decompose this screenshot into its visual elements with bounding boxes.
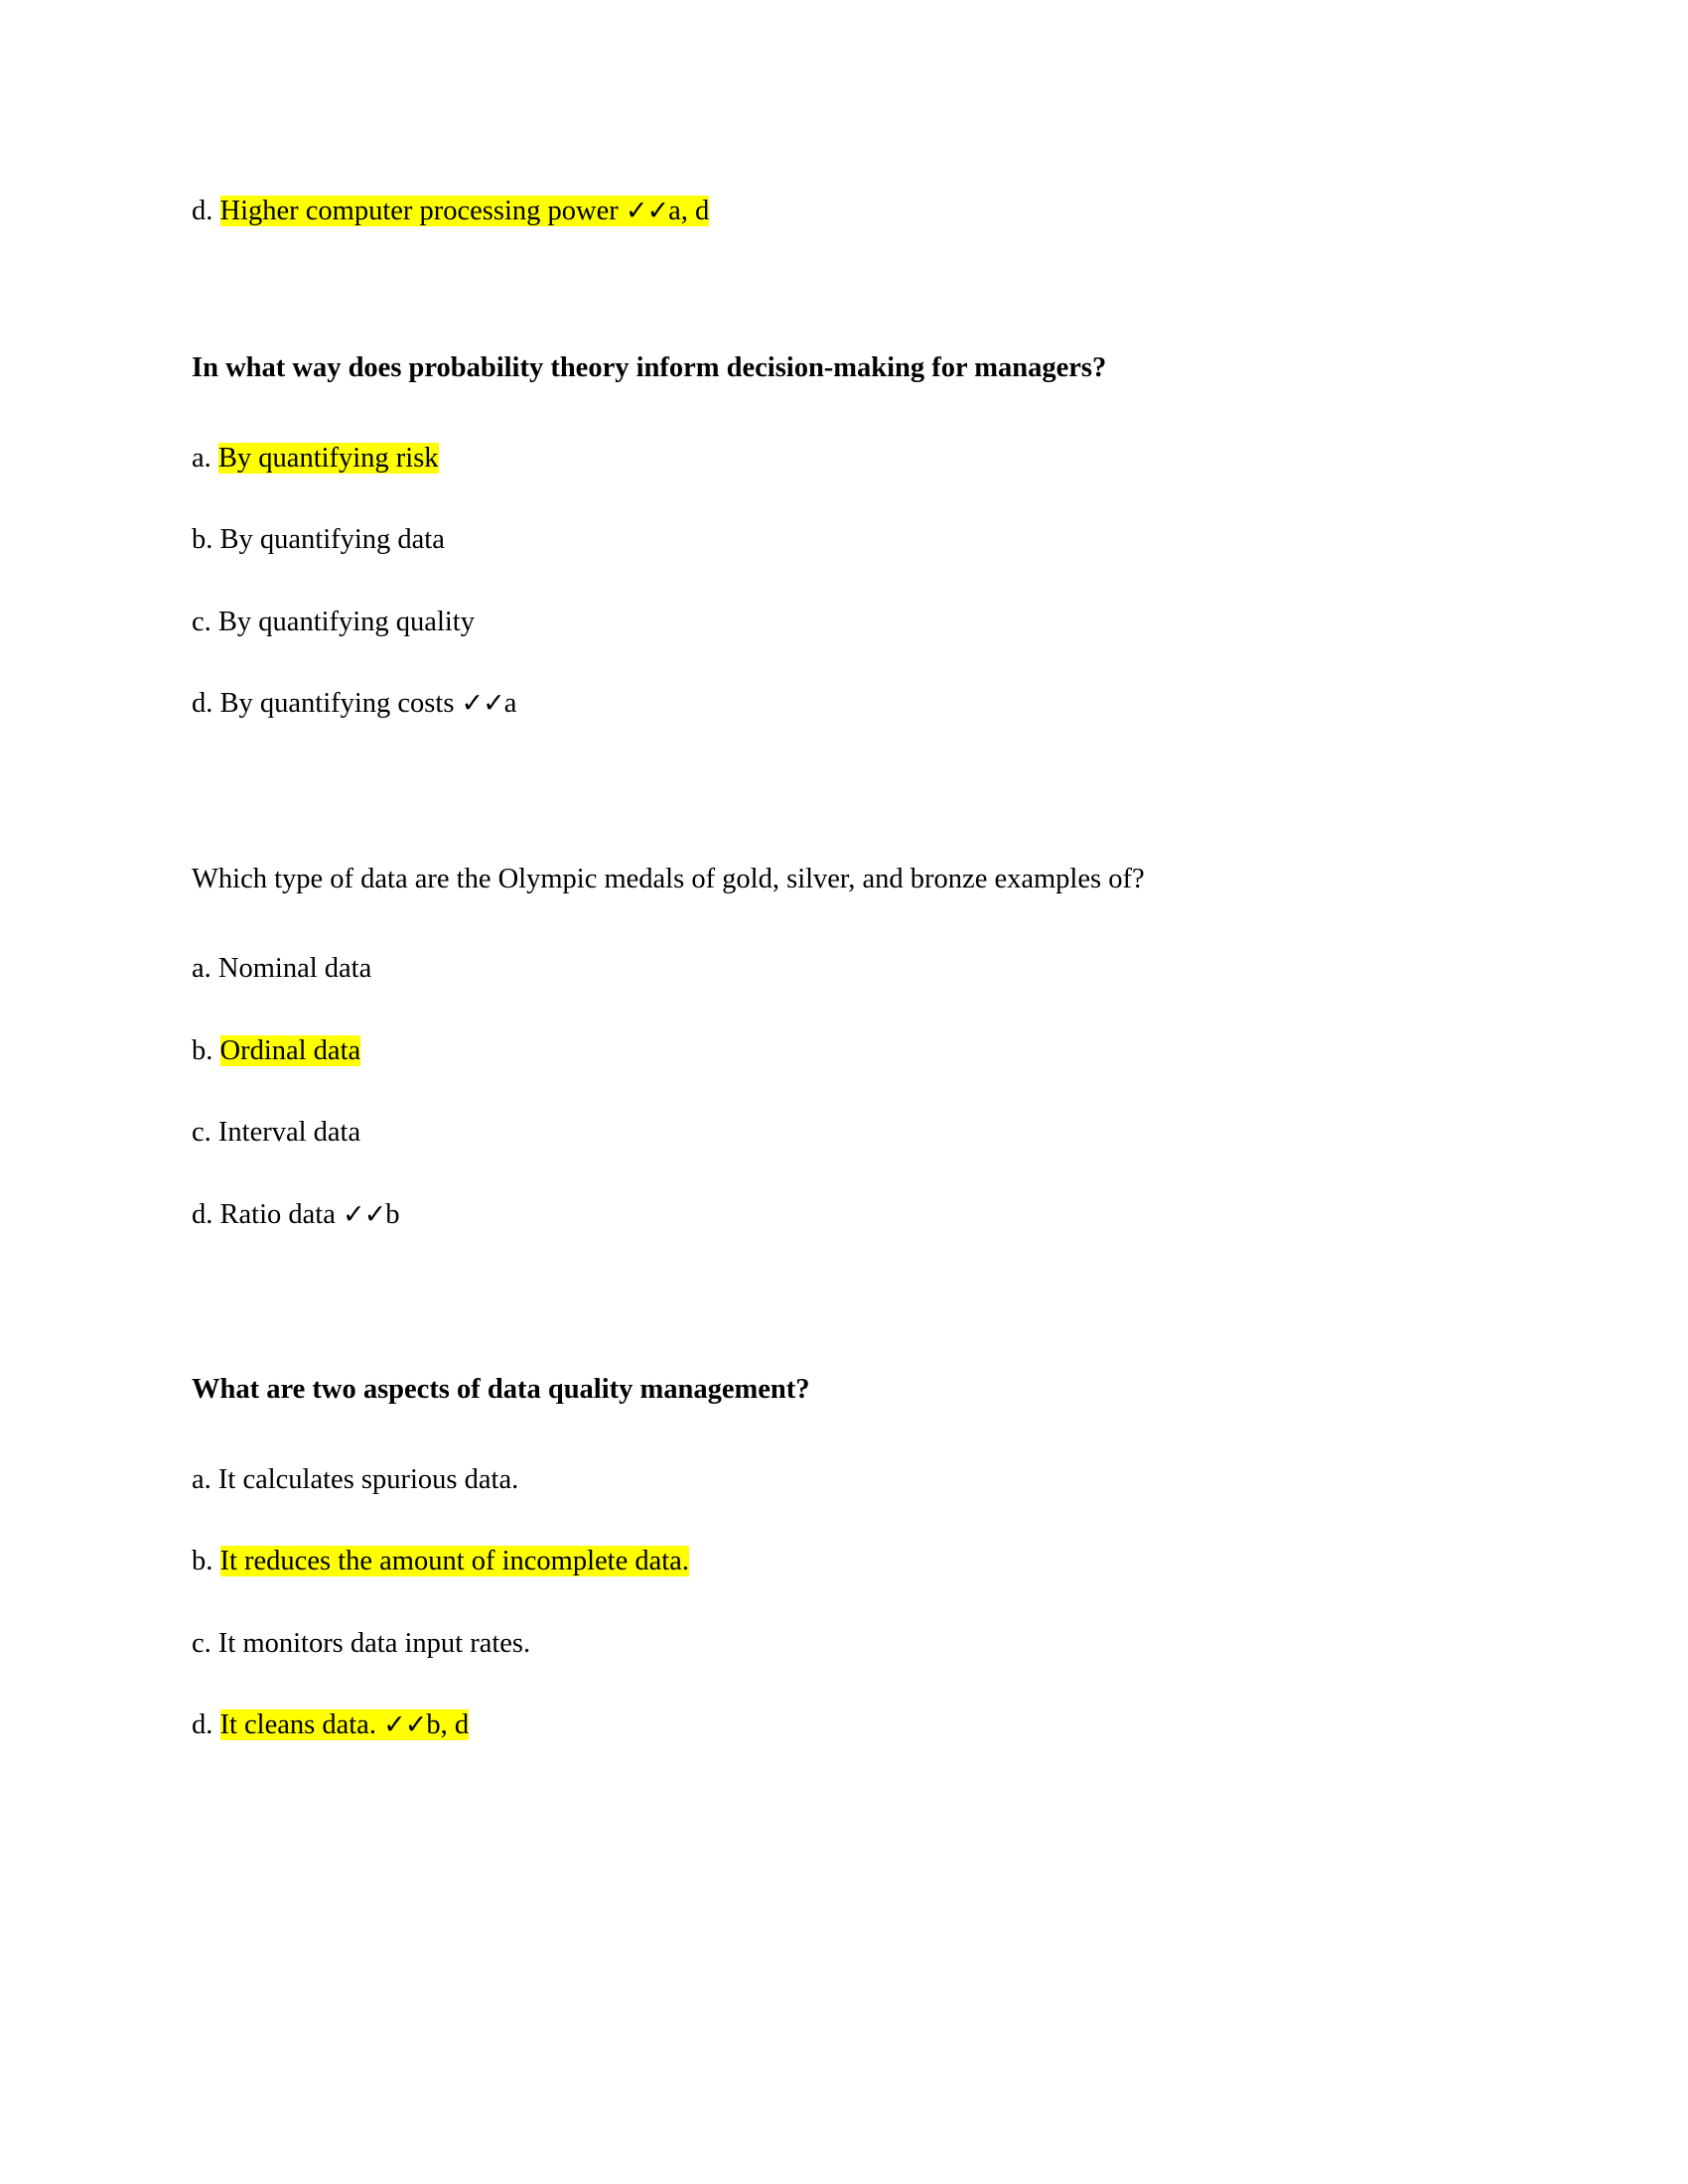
document-body [192, 194, 1363, 1744]
option-text: By quantifying data [219, 524, 445, 556]
question-text: In what way does probability theory inform decision-making for managers? [192, 352, 1107, 384]
option-prefix: b. [192, 524, 213, 556]
answer-key: b [385, 1198, 400, 1230]
section-spacer [192, 1233, 1363, 1372]
option-text: By quantifying risk [217, 442, 439, 474]
option-text: It monitors data input rates. [217, 1627, 531, 1659]
option-prefix: a. [192, 953, 211, 985]
option-row [192, 194, 1363, 229]
option-text: Interval data [217, 1117, 361, 1149]
option-row [192, 1197, 1363, 1233]
option-prefix: c. [192, 606, 211, 637]
answer-key: a, d [668, 196, 710, 226]
option-row [192, 1707, 1363, 1743]
option-prefix: a. [192, 1463, 211, 1495]
option-text: Ordinal data [219, 1034, 361, 1066]
option-prefix: b. [192, 1034, 213, 1066]
option-row [192, 1115, 1363, 1151]
option-answer-highlighted [220, 1546, 689, 1576]
option-prefix: b. [192, 1546, 213, 1577]
option-text: Ratio data [219, 1198, 343, 1230]
option-row [192, 1033, 1363, 1069]
double-check-icon: ✓✓ [461, 688, 504, 720]
option-row [192, 951, 1363, 987]
option-prefix: c. [192, 1117, 211, 1149]
question-text: Which type of data are the Olympic medals of gold, silver, and bronze examples of? [192, 863, 1145, 894]
option-row [192, 1462, 1363, 1498]
option-answer-highlighted [220, 196, 710, 226]
option-answer-highlighted [218, 443, 439, 474]
answer-key: b, d [426, 1709, 470, 1741]
double-check-icon: ✓✓ [625, 196, 669, 226]
option-text: Higher computer processing power [219, 196, 626, 226]
option-text: By quantifying quality [217, 606, 475, 637]
option-text: Nominal data [217, 953, 372, 985]
option-answer-highlighted [220, 1035, 361, 1066]
answer-key: a [503, 688, 517, 720]
question-spacer [192, 897, 1363, 909]
question-spacer [192, 1409, 1363, 1421]
option-prefix: c. [192, 1627, 211, 1659]
option-row [192, 686, 1363, 722]
option-prefix: d. [192, 1709, 213, 1741]
option-prefix: a. [192, 442, 211, 474]
option-row [192, 441, 1363, 477]
question-text: What are two aspects of data quality management? [192, 1374, 810, 1406]
option-row [192, 522, 1363, 558]
double-check-icon: ✓✓ [342, 1198, 386, 1230]
option-row [192, 605, 1363, 640]
double-check-icon: ✓✓ [383, 1709, 427, 1741]
section-spacer [192, 723, 1363, 862]
option-row [192, 1626, 1363, 1662]
option-answer-highlighted [220, 1709, 470, 1740]
option-text: It reduces the amount of incomplete data. [219, 1546, 689, 1577]
option-text: By quantifying costs [219, 688, 462, 720]
option-row [192, 1544, 1363, 1579]
option-text: It calculates spurious data. [217, 1463, 519, 1495]
option-text: It cleans data. [219, 1709, 384, 1741]
question-spacer [192, 387, 1363, 399]
section-spacer [192, 229, 1363, 350]
option-prefix: d. [192, 688, 213, 720]
option-prefix: d. [192, 196, 213, 226]
option-prefix: d. [192, 1198, 213, 1230]
